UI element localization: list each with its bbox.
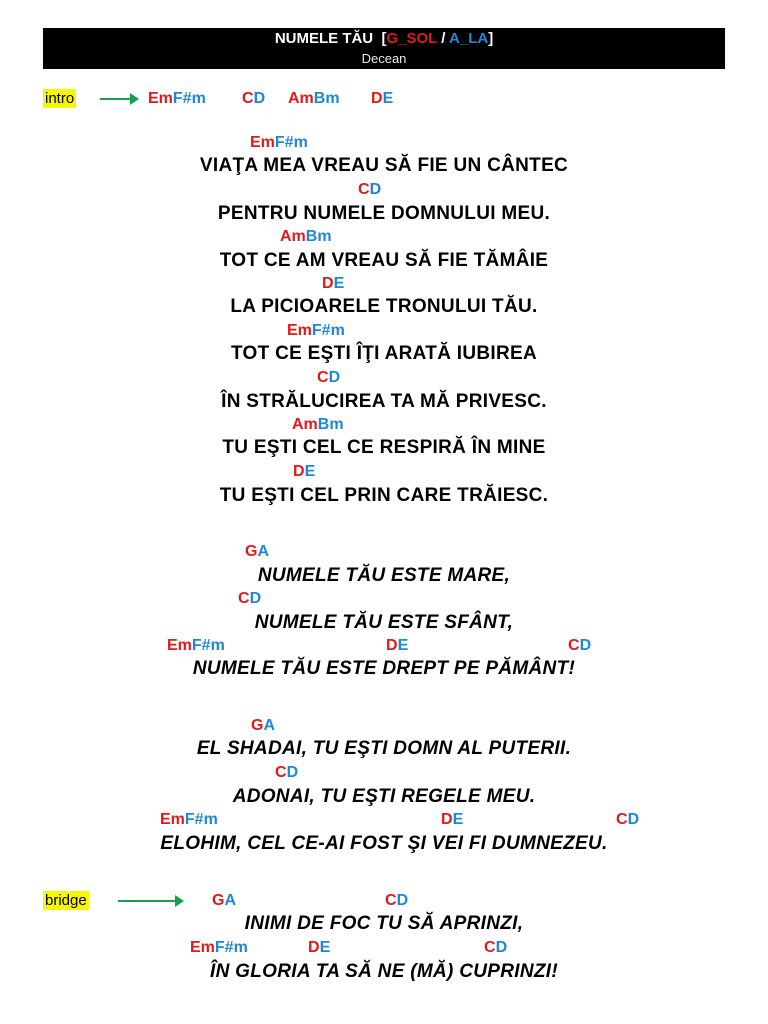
bridge-chord: DE bbox=[308, 939, 331, 956]
verse-chord: CD bbox=[358, 181, 382, 198]
bridge-chord: EmF#m bbox=[190, 939, 248, 956]
intro-label: intro bbox=[45, 90, 75, 107]
chorus-chord: DE bbox=[386, 637, 409, 654]
bridge-chord: CD bbox=[484, 939, 508, 956]
bridge-line: ÎN GLORIA TA SĂ NE (MĂ) CUPRINZI! bbox=[209, 961, 558, 982]
verse-line: TU EŞTI CEL CE RESPIRĂ ÎN MINE bbox=[222, 437, 546, 458]
chorus-chord: EmF#m bbox=[167, 637, 225, 654]
verse-line: LA PICIOARELE TRONULUI TĂU. bbox=[230, 296, 538, 317]
verse-chord: AmBm bbox=[292, 416, 344, 433]
chorus-chord: CD bbox=[275, 764, 299, 781]
chorus-chord: GA bbox=[245, 543, 270, 560]
verse-chord: AmBm bbox=[280, 228, 332, 245]
intro-chord: DE bbox=[371, 90, 394, 107]
chorus-line: ADONAI, TU EŞTI REGELE MEU. bbox=[232, 786, 536, 807]
intro-chord: EmF#m bbox=[148, 90, 206, 107]
intro-chord: AmBm bbox=[288, 90, 340, 107]
chorus-chord: GA bbox=[251, 717, 276, 734]
chorus-line: NUMELE TĂU ESTE DREPT PE PĂMÂNT! bbox=[192, 658, 576, 679]
chorus-line: NUMELE TĂU ESTE SFÂNT, bbox=[254, 612, 514, 633]
chorus-line: EL SHADAI, TU EŞTI DOMN AL PUTERII. bbox=[196, 738, 572, 759]
verse-chord: DE bbox=[322, 275, 345, 292]
bridge-chord: GA bbox=[212, 892, 237, 909]
verse-chord: EmF#m bbox=[287, 322, 345, 339]
song-header bbox=[43, 28, 725, 69]
verse-chord: CD bbox=[317, 369, 341, 386]
bridge-line: INIMI DE FOC TU SĂ APRINZI, bbox=[244, 913, 524, 934]
verse-line: TU EŞTI CEL PRIN CARE TRĂIESC. bbox=[219, 485, 549, 506]
chorus-chord: DE bbox=[441, 811, 464, 828]
song-author: Decean bbox=[361, 51, 407, 66]
verse-chord: EmF#m bbox=[250, 134, 308, 151]
verse-line: VIAŢA MEA VREAU SĂ FIE UN CÂNTEC bbox=[199, 155, 569, 176]
bridge-label: bridge bbox=[45, 892, 87, 909]
verse-line: PENTRU NUMELE DOMNULUI MEU. bbox=[217, 203, 551, 224]
verse-line: ÎN STRĂLUCIREA TA MĂ PRIVESC. bbox=[221, 391, 547, 412]
key-a-label: A_LA bbox=[449, 30, 489, 47]
verse-line: TOT CE AM VREAU SĂ FIE TĂMÂIE bbox=[219, 250, 549, 271]
verse-chord: DE bbox=[293, 463, 316, 480]
arrow-right-icon bbox=[100, 98, 131, 100]
chorus-chord: CD bbox=[238, 590, 262, 607]
chorus-chord: EmF#m bbox=[160, 811, 218, 828]
chorus-chord: CD bbox=[616, 811, 640, 828]
intro-chord: CD bbox=[242, 90, 266, 107]
arrow-right-icon bbox=[118, 900, 176, 902]
chorus-line: NUMELE TĂU ESTE MARE, bbox=[257, 565, 511, 586]
chorus-chord: CD bbox=[568, 637, 592, 654]
chorus-line: ELOHIM, CEL CE-AI FOST ŞI VEI FI DUMNEZEU. bbox=[160, 833, 608, 854]
verse-line: TOT CE EŞTI ÎŢI ARATĂ IUBIREA bbox=[230, 343, 538, 364]
bridge-chord: CD bbox=[385, 892, 409, 909]
song-title: NUMELE TĂU [G_SOL / A_LA] bbox=[274, 30, 494, 47]
key-g-label: G_SOL bbox=[386, 30, 438, 47]
